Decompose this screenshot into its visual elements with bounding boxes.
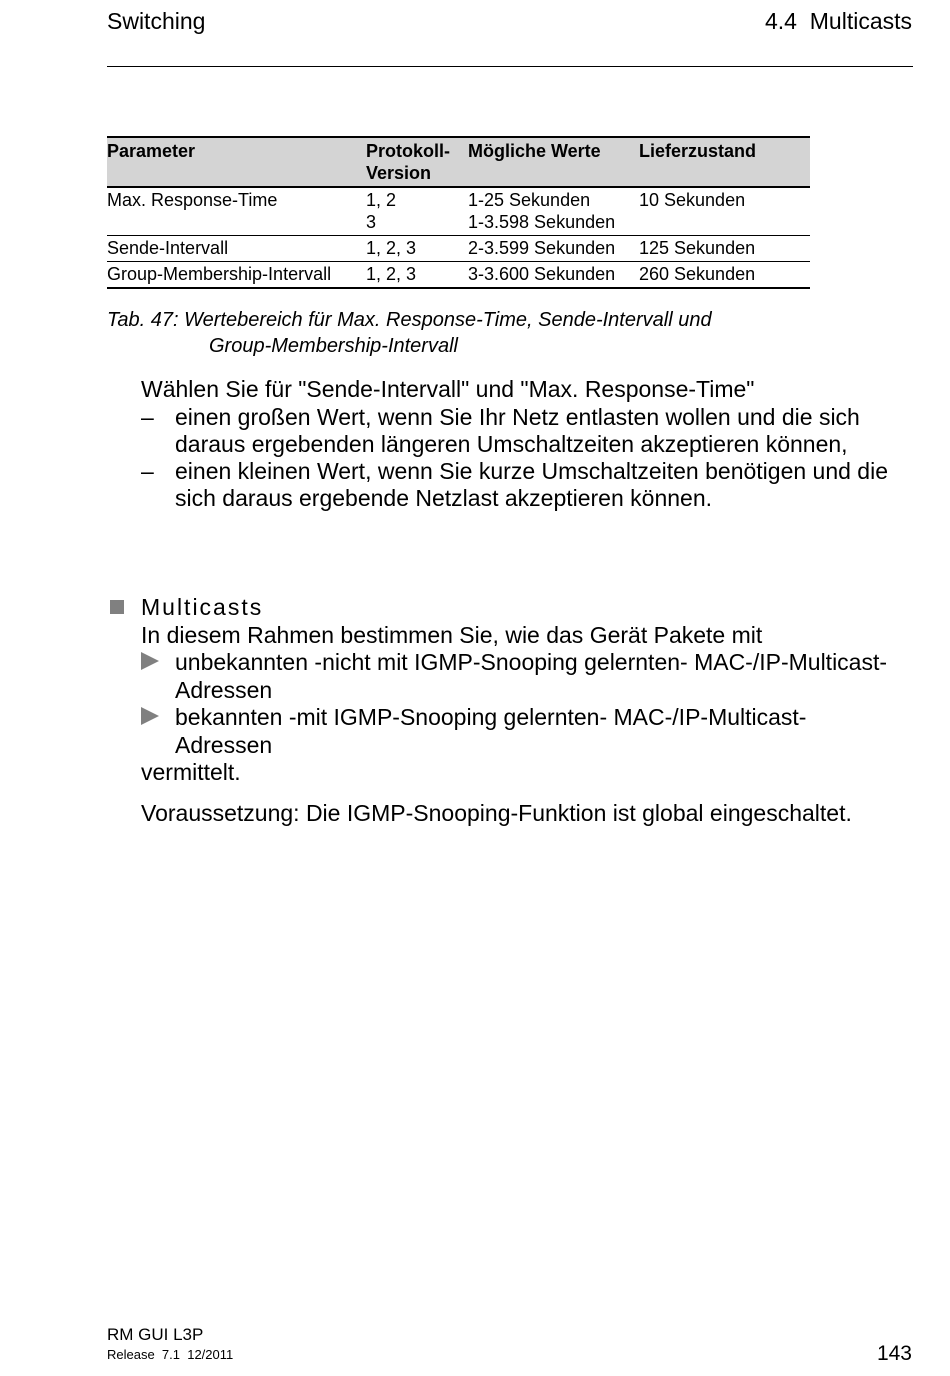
column-header-default: Lieferzustand (639, 137, 810, 187)
cell-values (468, 187, 639, 236)
cell-version (366, 187, 468, 236)
dash-marker: – (141, 458, 154, 484)
cell-default: 125 Sekunden (639, 238, 756, 258)
cell-values-line: 1-3.598 Sekunden (468, 212, 616, 232)
dash-marker: – (141, 404, 154, 430)
cell-parameter: Group-Membership-Intervall (107, 264, 332, 284)
bullet-item-text: Adressen (175, 732, 273, 758)
cell-parameter: Sende-Intervall (107, 238, 229, 258)
cell-version-line: 3 (366, 212, 377, 232)
footer-document-title: RM GUI L3P (107, 1325, 204, 1344)
table-caption (107, 307, 712, 359)
cell-default: 10 Sekunden (639, 190, 746, 210)
parameter-table (107, 136, 810, 289)
section-lead: In diesem Rahmen bestimmen Sie, wie das Gerät Pakete mit (141, 622, 763, 648)
running-header-chapter: Switching (107, 8, 206, 34)
table-header-row (107, 137, 810, 187)
list-item-text: einen großen Wert, wenn Sie Ihr Netz entlasten wollen und die sich (175, 404, 860, 430)
column-header-version: Protokoll- Version (366, 137, 468, 187)
triangle-bullet-icon (141, 707, 159, 725)
cell-values-line: 1-25 Sekunden (468, 190, 591, 210)
cell-version: 1, 2, 3 (366, 264, 417, 284)
triangle-bullet-icon (141, 652, 159, 670)
cell-version-line: 1, 2 (366, 190, 397, 210)
cell-default: 260 Sekunden (639, 264, 756, 284)
bullet-item-text: unbekannten -nicht mit IGMP-Snooping gelernten- MAC-/IP-Multicast- (175, 649, 888, 675)
table-caption-line: Group-Membership-Intervall (209, 335, 458, 357)
bullet-item-text: bekannten -mit IGMP-Snooping gelernten- MAC-/IP-Multicast- (175, 704, 807, 730)
list-item-text: sich daraus ergebende Netzlast akzeptieren können. (175, 485, 713, 511)
prerequisite-paragraph: Voraussetzung: Die IGMP-Snooping-Funktion ist global eingeschaltet. (141, 800, 852, 826)
table-caption-line: Tab. 47: Wertebereich für Max. Response-Time, Sende-Intervall und (107, 309, 712, 331)
cell-values: 3-3.600 Sekunden (468, 264, 616, 284)
table-row (107, 262, 810, 289)
cell-values: 2-3.599 Sekunden (468, 238, 616, 258)
table-row (107, 187, 810, 236)
column-header-parameter: Parameter (107, 137, 366, 187)
square-bullet-icon (110, 600, 124, 614)
intro-paragraph: Wählen Sie für "Sende-Intervall" und "Max. Response-Time" (141, 376, 755, 402)
list-item-text: einen kleinen Wert, wenn Sie kurze Umschaltzeiten benötigen und die (175, 458, 888, 484)
section-title: Multicasts (141, 594, 264, 620)
page-number: 143 (876, 1342, 912, 1365)
section-tail: vermittelt. (141, 759, 241, 785)
cell-version: 1, 2, 3 (366, 238, 417, 258)
list-item-text: daraus ergebenden längeren Umschaltzeiten akzeptieren können, (175, 431, 848, 457)
bullet-item-text: Adressen (175, 677, 273, 703)
table-row (107, 236, 810, 262)
column-header-values: Mögliche Werte (468, 137, 639, 187)
footer-release: Release 7.1 12/2011 (107, 1347, 234, 1362)
running-header-section: 4.4 Multicasts (765, 8, 912, 34)
header-rule (107, 66, 913, 67)
cell-parameter: Max. Response-Time (107, 190, 278, 210)
